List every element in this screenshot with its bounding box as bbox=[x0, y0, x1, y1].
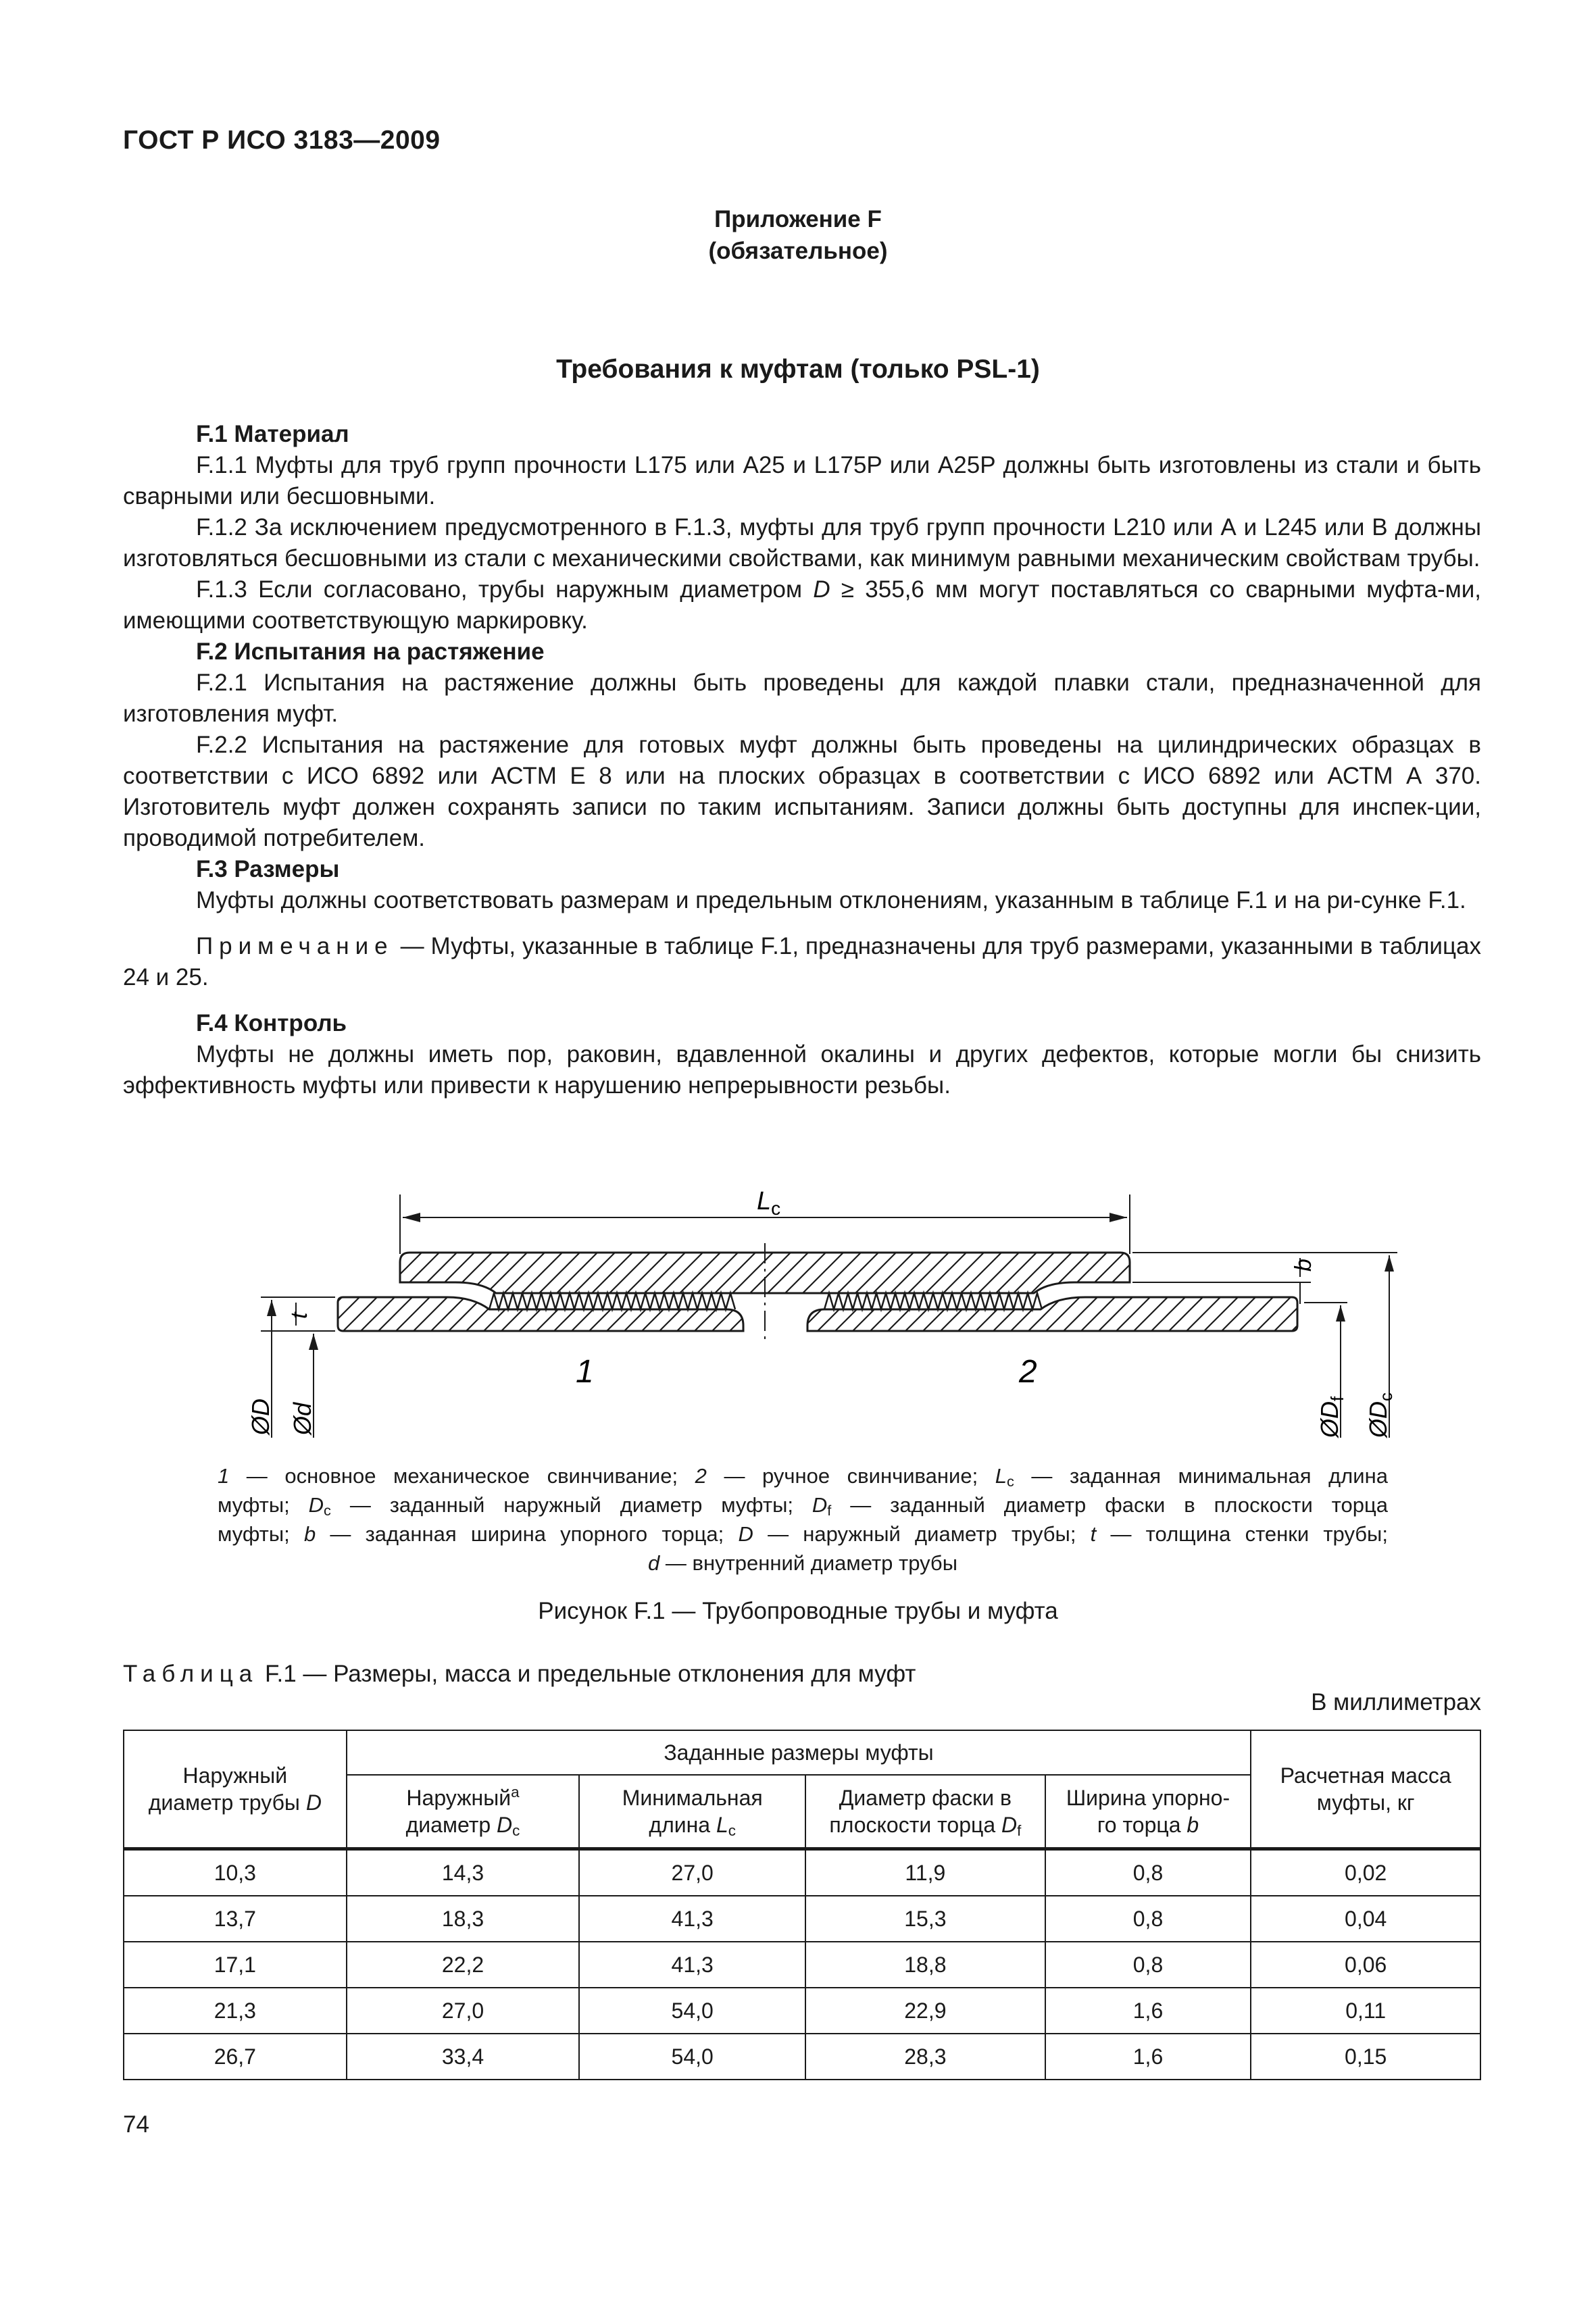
pipe-2 bbox=[807, 1297, 1297, 1331]
pipe-1 bbox=[338, 1297, 743, 1331]
paragraph-f1-2: F.1.2 За исключением предусмотренного в F.1.3, муфты для труб групп прочности L210 или А и L245 или В должны изготовляться бесшовными из стали с механическими свойствами, как минимум равными механическим свойствам трубы. bbox=[123, 514, 1481, 572]
figure-legend bbox=[218, 1461, 1388, 1578]
annex-status: (обязательное) bbox=[708, 238, 888, 264]
legend-line-2: муфты; $D_c$ — заданный наружный диаметр муфты; $D_f$ — заданный диаметр фаски в плоскости торца bbox=[218, 1493, 1388, 1519]
paragraph-f1-1: F.1.1 Муфты для труб групп прочности L175 или А25 и L175P или А25P должны быть изготовлены из стали и быть сварными или бесшовными. bbox=[123, 452, 1481, 509]
couplings-table bbox=[123, 1730, 1481, 2080]
label-id: Ød bbox=[289, 1402, 316, 1435]
paragraph-f4: Муфты не должны иметь пор, раковин, вдавленной окалины и других дефектов, которые могли бы снизить эффективность муфты или привести к нарушению непрерывности резьбы. bbox=[123, 1041, 1481, 1099]
paragraph-f1-3: F.1.3 Если согласовано, трубы наружным диаметром D ≥ 355,6 мм могут поставляться со сварными муфта-ми, имеющими соответствующую маркировку. bbox=[123, 576, 1481, 634]
paragraph-f2-2: F.2.2 Испытания на растяжение для готовых муфт должны быть проведены на цилиндрических образцах в соответствии с ИСО 6892 или АСТМ Е 8 или на плоских образцах в соответствии с ИСО 6892 или АСТМ А 370. Изготовитель муфт должен сохранять записи по таким испытаниям. Записи должны быть доступны для инспек-ции, проводимой потребителем. bbox=[123, 732, 1481, 851]
table-row: 17,1 22,2 41,3 18,8 0,8 0,06 bbox=[124, 1942, 1480, 1988]
table-row: 10,3 14,3 27,0 11,9 0,8 0,02 bbox=[124, 1849, 1480, 1896]
header-face-width: Ширина упорно- го торца b bbox=[1045, 1775, 1251, 1849]
table-row: 21,3 27,0 54,0 22,9 1,6 0,11 bbox=[124, 1988, 1480, 2034]
body-text bbox=[123, 419, 1481, 1101]
section-f2-heading: F.2 Испытания на растяжение bbox=[196, 638, 545, 665]
header-chamfer: Диаметр фаски в плоскости торца $D_f$ bbox=[805, 1775, 1045, 1849]
legend-line-4: d — внутренний диаметр трубы bbox=[648, 1551, 957, 1575]
standard-header: ГОСТ Р ИСО 3183—2009 bbox=[123, 126, 441, 155]
page-number: 74 bbox=[123, 2111, 149, 2138]
table-row: 13,7 18,3 41,3 15,3 0,8 0,04 bbox=[124, 1896, 1480, 1942]
header-coupling-od: Наружный$^a$ диаметр $D_c$ bbox=[347, 1775, 580, 1849]
note-label: Примечание bbox=[196, 933, 394, 959]
paragraph-f3: Муфты должны соответствовать размерам и предельным отклонениям, указанным в таблице F.1 и на ри-сунке F.1. bbox=[196, 887, 1466, 913]
label-od: ØD bbox=[247, 1399, 274, 1435]
note: Примечание — Муфты, указанные в таблице F.1, предназначены для труб размерами, указанными в таблицах 24 и 25. bbox=[123, 933, 1481, 990]
table-row: 26,7 33,4 54,0 28,3 1,6 0,15 bbox=[124, 2034, 1480, 2080]
annex-label: Приложение F bbox=[714, 206, 882, 232]
label-2: 2 bbox=[1019, 1354, 1037, 1390]
table-title: Таблица F.1 — Размеры, масса и предельные отклонения для муфт bbox=[123, 1661, 916, 1687]
header-pipe-od: Наружный диаметр трубы D bbox=[124, 1730, 347, 1849]
label-lc: $L_c$ bbox=[757, 1187, 781, 1219]
figure-caption: Рисунок F.1 — Трубопроводные трубы и муфта bbox=[538, 1598, 1058, 1624]
section-f3-heading: F.3 Размеры bbox=[196, 856, 340, 882]
legend-line-1: 1 — основное механическое свинчивание; 2 — ручное свинчивание; $L_c$ — заданная минимальная длина bbox=[218, 1464, 1388, 1490]
label-odc: $ØD_c$ bbox=[1364, 1392, 1396, 1438]
label-b: b bbox=[1291, 1259, 1316, 1272]
header-mass: Расчетная масса муфты, кг bbox=[1251, 1730, 1480, 1849]
annex-title: Требования к муфтам (только PSL-1) bbox=[556, 355, 1040, 384]
coupling-drawing bbox=[230, 1181, 1405, 1451]
section-f1-heading: F.1 Материал bbox=[196, 421, 349, 447]
header-coupling-group: Заданные размеры муфты bbox=[347, 1730, 1251, 1775]
legend-line-3: муфты; b — заданная ширина упорного торца; D — наружный диаметр трубы; t — толщина стенки трубы; bbox=[218, 1522, 1388, 1546]
label-t: t bbox=[286, 1312, 312, 1319]
header-min-length: Минимальная длина $L_c$ bbox=[579, 1775, 805, 1849]
section-f4-heading: F.4 Контроль bbox=[196, 1010, 347, 1036]
label-1: 1 bbox=[576, 1354, 594, 1390]
label-odf: $ØD_f$ bbox=[1316, 1396, 1347, 1438]
paragraph-f2-1: F.2.1 Испытания на растяжение должны быть проведены для каждой плавки стали, предназначенной для изготовления муфт. bbox=[123, 670, 1481, 727]
table-units: В миллиметрах bbox=[1311, 1689, 1481, 1715]
